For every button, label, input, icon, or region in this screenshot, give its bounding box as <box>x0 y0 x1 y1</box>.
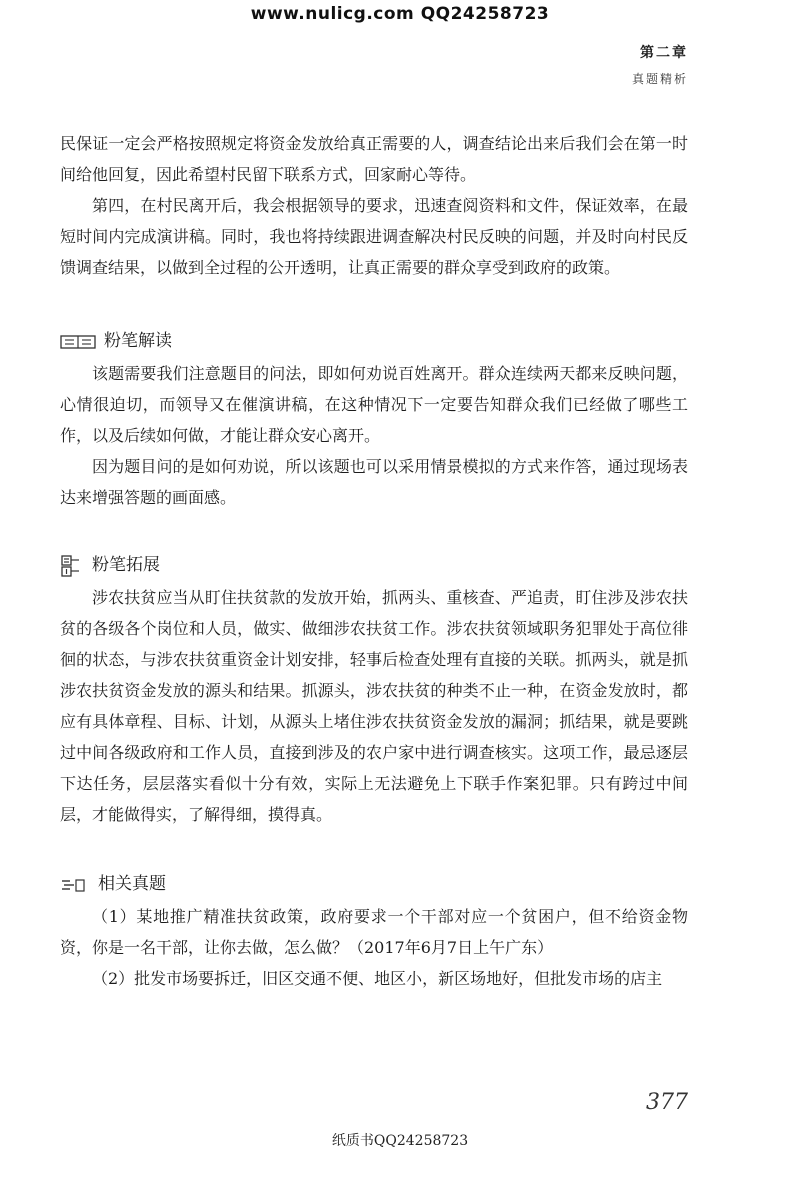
page-number: 377 <box>646 1090 688 1115</box>
answer-paragraph-continued: 民保证一定会严格按照规定将资金发放给真正需要的人，调查结论出来后我们会在第一时间给他回复，因此希望村民留下联系方式，回家耐心等待。 <box>60 134 688 184</box>
interpretation-section <box>60 325 688 513</box>
related-section <box>60 868 688 994</box>
chapter-label: 第二章 <box>640 45 688 61</box>
related-question: （2）批发市场要拆迁，旧区交通不便、地区小，新区场地好，但批发市场的店主 <box>92 969 663 988</box>
related-question: （1）某地推广精准扶贫政策，政府要求一个干部对应一个贫困户，但不给资金物资，你是一名干部，让你去做，怎么做？（2017年6月7日上午广东） <box>60 907 688 957</box>
bottom-watermark: 纸质书QQ24258723 <box>331 1133 469 1149</box>
answer-paragraph: 第四，在村民离开后，我会根据领导的要求，迅速查阅资料和文件，保证效率，在最短时间内完成演讲稿。同时，我也将持续跟进调查解决村民反映的问题，并及时向村民反馈调查结果，以做到全过程的公开透明，让真正需要的群众享受到政府的政策。 <box>60 196 688 277</box>
book-reading-icon <box>60 334 96 350</box>
running-head <box>632 42 688 87</box>
interpretation-title: 粉笔解读 <box>104 331 172 351</box>
extension-heading <box>60 549 688 582</box>
extension-section <box>60 549 688 830</box>
page-body <box>60 128 688 994</box>
grid-expand-icon <box>60 555 84 577</box>
related-title: 相关真题 <box>98 874 166 894</box>
extension-title: 粉笔拓展 <box>92 555 160 575</box>
related-heading <box>60 868 688 901</box>
top-watermark: www.nulicg.com QQ24258723 <box>250 4 550 24</box>
chapter-subtitle: 真题精析 <box>631 72 688 86</box>
interpretation-paragraph: 该题需要我们注意题目的问法，即如何劝说百姓离开。群众连续两天都来反映问题，心情很迫切，而领导又在催演讲稿，在这种情况下一定要告知群众我们已经做了哪些工作，以及后续如何做，才能让群众安心离开。 <box>60 364 688 445</box>
extension-paragraph: 涉农扶贫应当从盯住扶贫款的发放开始，抓两头、重核查、严追责，盯住涉及涉农扶贫的各级各个岗位和人员，做实、做细涉农扶贫工作。涉农扶贫领域职务犯罪处于高位徘徊的状态，与涉农扶贫重资金计划安排，轻事后检查处理有直接的关联。抓两头，就是抓涉农扶贫资金发放的源头和结果。抓源头，涉农扶贫的种类不止一种，在资金发放时，都应有具体章程、目标、计划，从源头上堵住涉农扶贫资金发放的漏洞；抓结果，就是要跳过中间各级政府和工作人员，直接到涉及的农户家中进行调查核实。这项工作，最忌逐层下达任务，层层落实看似十分有效，实际上无法避免上下联手作案犯罪。只有跨过中间层，才能做得实，了解得细，摸得真。 <box>60 588 688 824</box>
interpretation-heading <box>60 325 688 358</box>
document-lines-icon <box>60 877 90 893</box>
interpretation-paragraph: 因为题目问的是如何劝说，所以该题也可以采用情景模拟的方式来作答，通过现场表达来增强答题的画面感。 <box>60 457 688 507</box>
